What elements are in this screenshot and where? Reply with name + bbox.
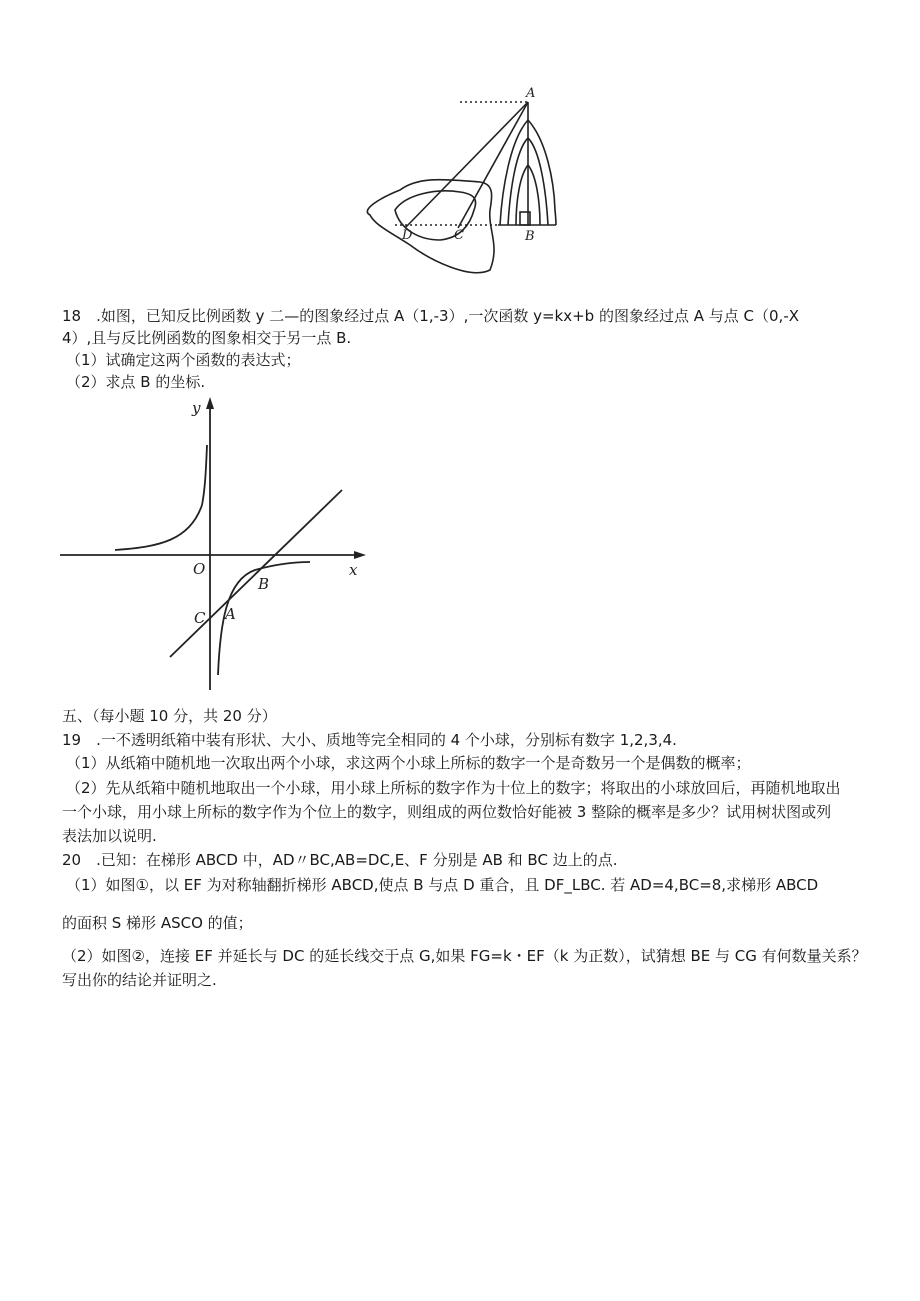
label-a: A — [526, 86, 536, 101]
q19-part2-line2: 一个小球，用小球上所标的数字作为个位上的数字，则组成的两位数恰好能被 3 整除的概率是多少？试用树状图或列 — [62, 803, 832, 821]
label-c: C — [454, 228, 464, 243]
label-x: x — [349, 561, 358, 579]
q18-line1: 18 .如图，已知反比例函数 y 二—的图象经过点 A（1,-3）,一次函数 y=kx+b 的图象经过点 A 与点 C（0,-X — [62, 307, 800, 325]
label-c: C — [194, 609, 206, 627]
q20-part2-line2: 写出你的结论并证明之. — [62, 971, 217, 989]
q20-line1: 20 .已知：在梯形 ABCD 中，AD〃BC,AB=DC,E、F 分别是 AB 和 BC 边上的点. — [62, 851, 618, 869]
q19-line1: 19 .一不透明纸箱中装有形状、大小、质地等完全相同的 4 个小球，分别标有数字 1,2,3,4. — [62, 731, 677, 749]
line-a-c — [458, 102, 528, 228]
x-axis-arrow — [354, 551, 366, 559]
q18-part2: （2）求点 B 的坐标. — [66, 373, 206, 391]
label-a: A — [225, 605, 236, 623]
left-contour-outer — [367, 180, 494, 273]
q20-part2-line1: （2）如图②，连接 EF 并延长与 DC 的延长线交于点 G,如果 FG=k・EF（k 为正数），试猜想 BE 与 CG 有何数量关系？ — [62, 947, 867, 965]
q19-part2-line1: （2）先从纸箱中随机地取出一个小球，用小球上所标的数字作为十位上的数字；将取出的小球放回后，再随机地取出 — [66, 779, 841, 797]
q19-part2-line3: 表法加以说明. — [62, 827, 157, 845]
q20-part1-line1: （1）如图①，以 EF 为对称轴翻折梯形 ABCD,使点 B 与点 D 重合，且 DF_LBC. 若 AD=4,BC=8,求梯形 ABCD — [66, 876, 819, 894]
mountain-figure — [350, 80, 560, 280]
y-axis-arrow — [206, 397, 214, 409]
q18-line2: 4）,且与反比例函数的图象相交于另一点 B. — [62, 329, 352, 347]
label-origin: O — [193, 560, 206, 578]
label-b: B — [525, 229, 535, 244]
label-b: B — [258, 575, 270, 593]
function-graph — [60, 395, 370, 695]
q19-part1: （1）从纸箱中随机地一次取出两个小球，求这两个小球上所标的数字一个是奇数另一个是偶数的概率； — [66, 754, 751, 772]
hyperbola-upper-branch — [115, 445, 207, 550]
label-y: y — [192, 399, 201, 417]
section5-heading: 五、（每小题 10 分，共 20 分） — [62, 707, 277, 725]
q18-part1: （1）试确定这两个函数的表达式； — [66, 351, 301, 369]
label-d: D — [402, 228, 413, 243]
q20-part1-line2: 的面积 S 梯形 ASCO 的值； — [62, 914, 253, 932]
